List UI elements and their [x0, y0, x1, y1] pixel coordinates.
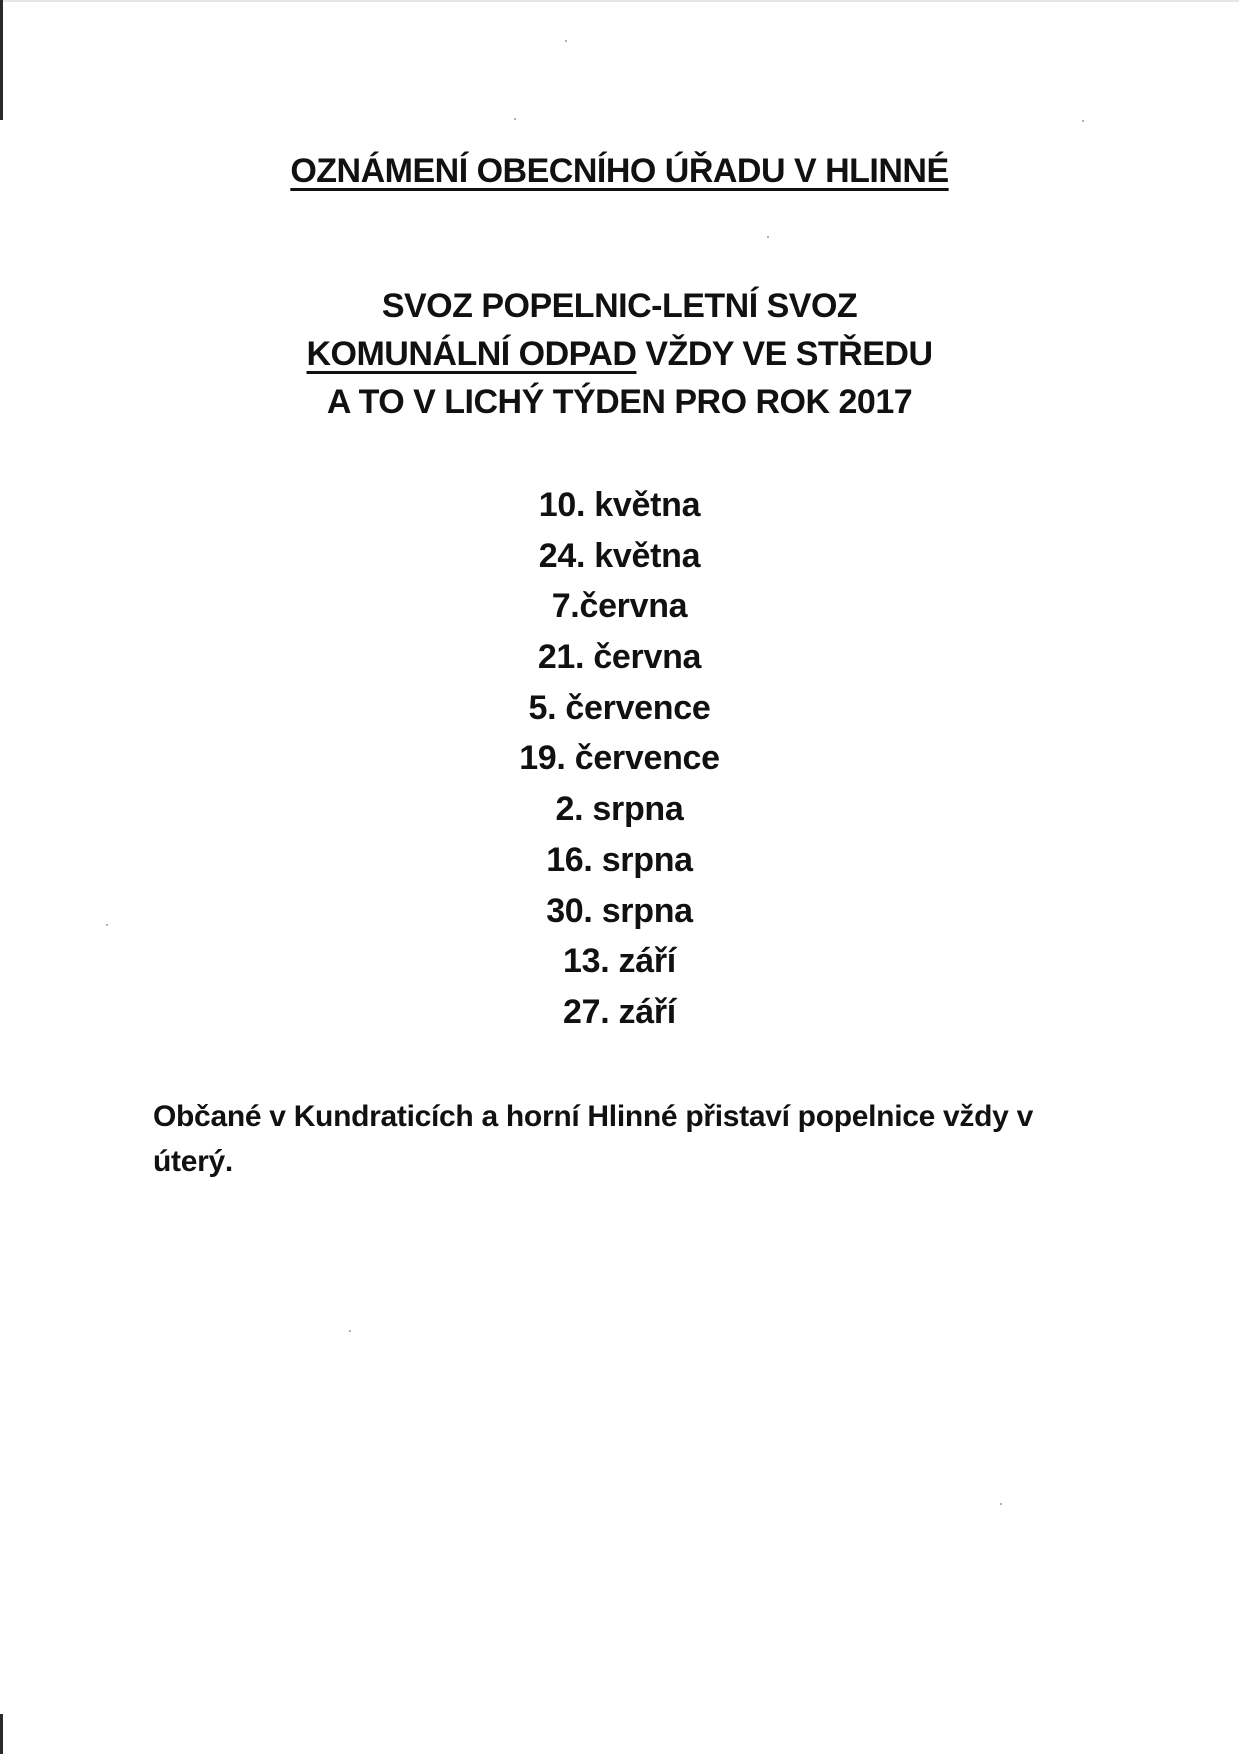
- list-item: 19. července: [519, 739, 720, 778]
- scan-edge-top: [0, 0, 1239, 2]
- scan-edge-left: [0, 0, 3, 120]
- subheading-line-2: [0, 330, 1239, 378]
- subheading-underlined-text: KOMUNÁLNÍ ODPAD: [306, 335, 637, 373]
- collection-dates-list: [0, 480, 1239, 1038]
- scan-speck: [767, 236, 769, 238]
- scan-speck: [349, 1330, 351, 1332]
- list-item: 5. července: [528, 688, 711, 727]
- subheading-line-2-rest: VŽDY VE STŘEDU: [636, 335, 933, 373]
- scan-speck: [565, 40, 567, 42]
- page-title: [0, 152, 1239, 191]
- scan-speck: [514, 118, 516, 120]
- residents-note: Občané v Kundraticích a horní Hlinné přistaví popelnice vždy v úterý.: [153, 1100, 1033, 1178]
- list-item: 21. června: [537, 638, 702, 677]
- list-item: 13. září: [563, 942, 676, 981]
- list-item: 24. května: [538, 536, 701, 575]
- list-item: 16. srpna: [546, 840, 693, 879]
- list-item: 7.června: [551, 587, 688, 626]
- scan-speck: [1082, 120, 1084, 122]
- scan-edge-bottom: [0, 1714, 3, 1754]
- subheading-line-1: SVOZ POPELNIC-LETNÍ SVOZ: [381, 287, 858, 325]
- list-item: 27. září: [563, 992, 676, 1031]
- list-item: 10. května: [538, 486, 701, 524]
- subheading-line-3: A TO V LICHÝ TÝDEN PRO ROK 2017: [326, 383, 913, 421]
- list-item: 30. srpna: [546, 891, 693, 930]
- page-title-text: OZNÁMENÍ OBECNÍHO ÚŘADU V HLINNÉ: [290, 152, 949, 190]
- collection-subheading: [0, 282, 1239, 426]
- list-item: 2. srpna: [555, 790, 684, 829]
- scan-speck: [1000, 1503, 1002, 1505]
